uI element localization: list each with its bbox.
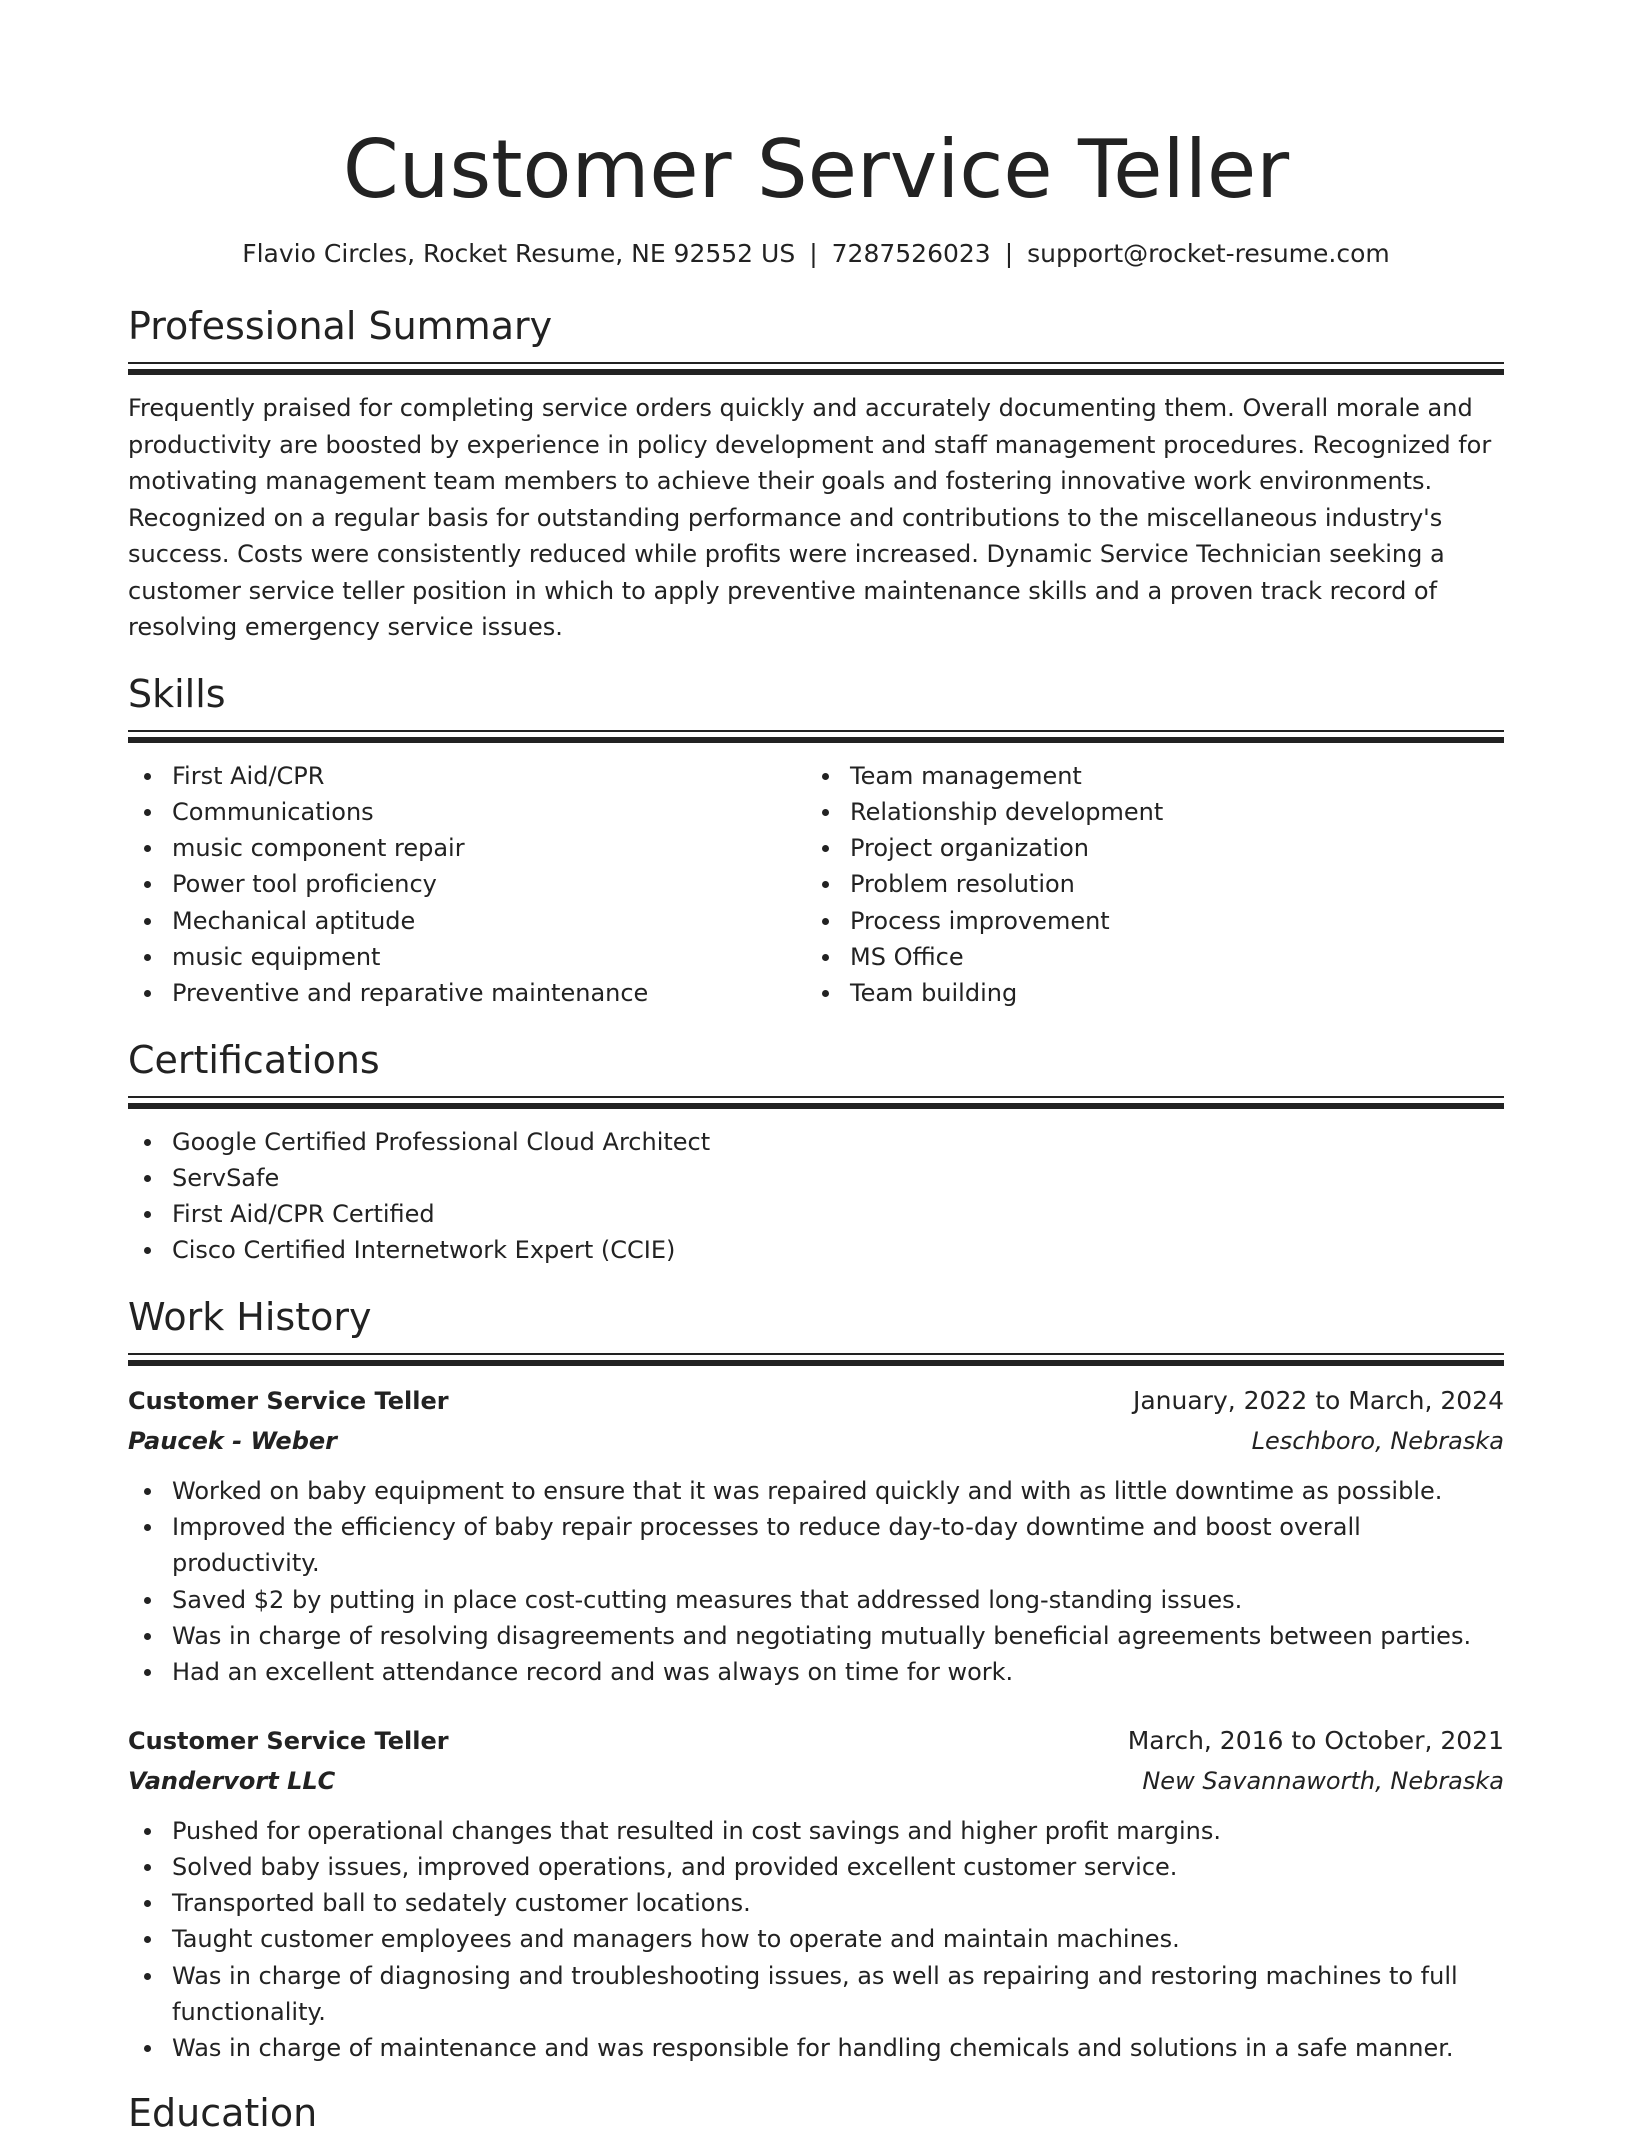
contact-line xyxy=(128,236,1504,272)
list-item: Pushed for operational changes that resulted in cost savings and higher profit margins. xyxy=(128,1813,1504,1849)
job-location: Leschboro, Nebraska xyxy=(1251,1426,1504,1455)
resume-title: Customer Service Teller xyxy=(342,123,1290,216)
list-item: Team building xyxy=(806,975,1484,1011)
education-section xyxy=(128,2089,1504,2137)
job-header xyxy=(128,1381,1504,1421)
list-item: Process improvement xyxy=(806,903,1484,939)
list-item: music component repair xyxy=(128,830,806,866)
contact-phone: 7287526023 xyxy=(831,239,991,268)
list-item: Solved baby issues, improved operations, and provided excellent customer service. xyxy=(128,1849,1504,1885)
summary-text: Frequently praised for completing service orders quickly and accurately documenting them. Overall morale and productivity are boosted by experience in policy development and staff management procedures. Recognized for motivating management team members to achieve their goals and fostering innovative work environments. Recognized on a regular basis for outstanding performance and contributions to the miscellaneous industry's success. Costs were consistently reduced while profits were increased. Dynamic Service Technician seeking a customer service teller position in which to apply preventive maintenance skills and a proven track record of resolving emergency service issues. xyxy=(128,394,1492,641)
skills-list-left xyxy=(128,758,806,1012)
list-item: ServSafe xyxy=(128,1160,1504,1196)
list-item: Was in charge of resolving disagreements and negotiating mutually beneficial agreements between parties. xyxy=(128,1618,1504,1654)
list-item: MS Office xyxy=(806,939,1484,975)
certifications-heading: Certifications xyxy=(128,1037,380,1082)
list-item: Mechanical aptitude xyxy=(128,903,806,939)
contact-email: support@rocket-resume.com xyxy=(1027,239,1390,268)
job-bullets xyxy=(128,1813,1504,2067)
section-divider xyxy=(128,362,1504,376)
list-item: Cisco Certified Internetwork Expert (CCIE) xyxy=(128,1232,1504,1268)
list-item: Was in charge of maintenance and was responsible for handling chemicals and solutions in a safe manner. xyxy=(128,2030,1504,2066)
section-divider xyxy=(128,730,1504,744)
list-item: Preventive and reparative maintenance xyxy=(128,975,806,1011)
resume-page xyxy=(128,0,1504,2137)
education-heading: Education xyxy=(128,2090,318,2135)
list-item: Saved $2 by putting in place cost-cutting measures that addressed long-standing issues. xyxy=(128,1582,1504,1618)
list-item: Problem resolution xyxy=(806,866,1484,902)
skills-heading: Skills xyxy=(128,671,226,716)
contact-separator: | xyxy=(809,239,818,268)
list-item: Taught customer employees and managers how to operate and maintain machines. xyxy=(128,1921,1504,1957)
job-title: Customer Service Teller xyxy=(128,1726,449,1755)
job-title: Customer Service Teller xyxy=(128,1386,449,1415)
skills-list-right xyxy=(806,758,1484,1012)
skills-section xyxy=(128,670,1504,1012)
list-item: First Aid/CPR xyxy=(128,758,806,794)
job-subheader xyxy=(128,1421,1504,1461)
job-subheader xyxy=(128,1761,1504,1801)
list-item: Had an excellent attendance record and was always on time for work. xyxy=(128,1654,1504,1690)
summary-heading: Professional Summary xyxy=(128,304,553,348)
list-item: First Aid/CPR Certified xyxy=(128,1196,1504,1232)
job-company: Vandervort LLC xyxy=(128,1766,336,1795)
job-entry xyxy=(128,1381,1504,1691)
certifications-list xyxy=(128,1124,1504,1269)
list-item: Transported ball to sedately customer locations. xyxy=(128,1885,1504,1921)
job-bullets xyxy=(128,1473,1504,1691)
list-item: Was in charge of diagnosing and troubleshooting issues, as well as repairing and restoring machines to full functionality. xyxy=(128,1958,1504,2031)
list-item: Power tool proficiency xyxy=(128,866,806,902)
skills-columns xyxy=(128,758,1504,1012)
list-item: Project organization xyxy=(806,830,1484,866)
list-item: Team management xyxy=(806,758,1484,794)
list-item: Communications xyxy=(128,794,806,830)
certifications-section xyxy=(128,1036,1504,1269)
job-dates: March, 2016 to October, 2021 xyxy=(1127,1725,1504,1755)
section-divider xyxy=(128,1096,1504,1110)
job-header xyxy=(128,1721,1504,1761)
job-company: Paucek - Weber xyxy=(128,1426,337,1455)
job-dates: January, 2022 to March, 2024 xyxy=(1132,1385,1504,1415)
contact-address: Flavio Circles, Rocket Resume, NE 92552 US xyxy=(242,239,796,268)
section-divider xyxy=(128,1353,1504,1367)
job-entry xyxy=(128,1721,1504,2067)
job-location: New Savannaworth, Nebraska xyxy=(1142,1766,1504,1795)
list-item: Worked on baby equipment to ensure that it was repaired quickly and with as little downtime as possible. xyxy=(128,1473,1504,1509)
list-item: Google Certified Professional Cloud Architect xyxy=(128,1124,1504,1160)
list-item: Relationship development xyxy=(806,794,1484,830)
list-item: music equipment xyxy=(128,939,806,975)
contact-separator: | xyxy=(1004,239,1014,268)
work-history-section xyxy=(128,1293,1504,2067)
work-history-heading: Work History xyxy=(128,1294,372,1339)
summary-section xyxy=(128,302,1504,646)
list-item: Improved the efficiency of baby repair processes to reduce day-to-day downtime and boost overall productivity. xyxy=(128,1509,1504,1582)
